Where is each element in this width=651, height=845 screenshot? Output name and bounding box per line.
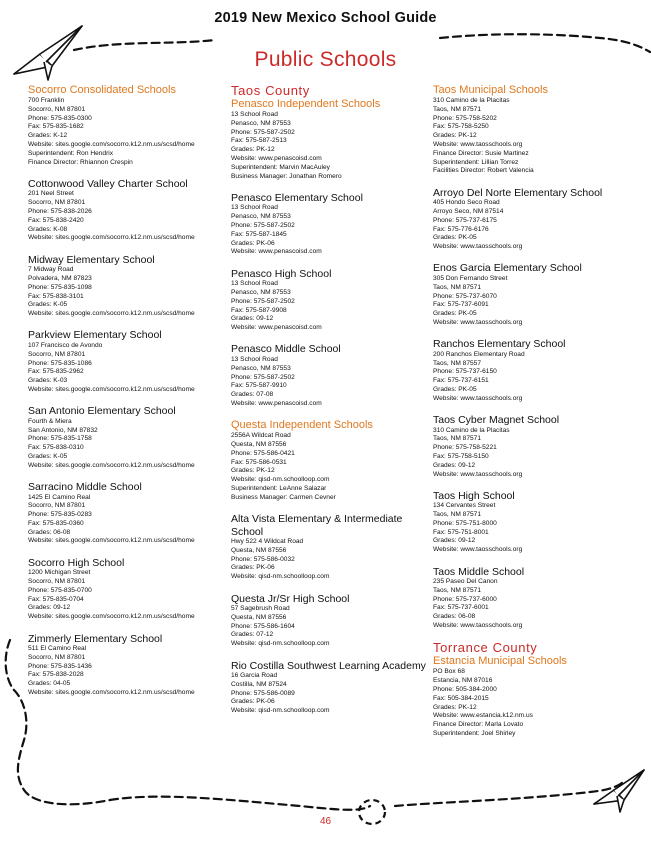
detail-line: Grades: 09-12	[28, 604, 71, 612]
detail-line: Socorro, NM 87801	[28, 578, 86, 586]
detail-line: 16 Garcia Road	[231, 672, 278, 680]
detail-line: Phone: 575-737-6175	[433, 216, 497, 224]
detail-line: Phone: 575-737-6070	[433, 292, 497, 300]
detail-line: Grades: PK-12	[433, 132, 477, 140]
detail-line: Website: www.taosschools.org	[433, 622, 523, 630]
district-name: Penasco Independent Schools	[231, 98, 381, 110]
directory-entry	[28, 178, 233, 243]
detail-line: Socorro, NM 87801	[28, 350, 86, 358]
detail-line: Phone: 575-587-2502	[231, 221, 295, 229]
detail-line: Grades: PK-06	[231, 239, 275, 247]
directory-entry	[231, 192, 436, 257]
detail-line: Fax: 575-838-3101	[28, 292, 84, 300]
detail-line: Phone: 575-835-0700	[28, 586, 92, 594]
detail-line: Superintendent: Lillian Torrez	[433, 158, 519, 166]
detail-line: Phone: 575-587-2502	[231, 373, 295, 381]
detail-line: Finance Director: Marla Lovato	[433, 721, 524, 729]
directory-entry	[433, 490, 638, 555]
county-heading: Torrance County	[433, 640, 538, 656]
directory-entry	[231, 84, 436, 181]
detail-line: Website: sites.google.com/socorro.k12.nm.us/scsd/home	[28, 461, 195, 469]
school-name: Enos Garcia Elementary School	[433, 262, 582, 275]
district-name: Taos Municipal Schools	[433, 84, 548, 96]
directory-entry	[28, 84, 233, 167]
directory-entry	[231, 593, 436, 649]
detail-line: Phone: 575-835-1086	[28, 359, 92, 367]
section-title: Public Schools	[254, 48, 397, 71]
detail-line: 107 Francisco de Avondo	[28, 341, 103, 349]
detail-line: Questa, NM 87556	[231, 613, 287, 621]
detail-line: Phone: 575-835-1098	[28, 283, 92, 291]
detail-line: Penasco, NM 87553	[231, 364, 291, 372]
detail-line: 305 Don Fernando Street	[433, 274, 508, 282]
detail-line: Taos, NM 87571	[433, 283, 482, 291]
directory-entry	[433, 187, 638, 252]
detail-line: Website: www.penascoisd.com	[231, 399, 322, 407]
detail-line: Phone: 575-737-6000	[433, 595, 497, 603]
directory-column-2	[231, 84, 436, 727]
detail-line: Fax: 575-587-9910	[231, 382, 287, 390]
directory-entry	[28, 329, 233, 394]
detail-line: 201 Neel Street	[28, 190, 74, 198]
detail-line: Fax: 575-737-6151	[433, 377, 489, 385]
county-heading: Taos County	[231, 83, 310, 98]
detail-line: 310 Camino de la Placitas	[433, 97, 510, 104]
detail-line: Phone: 575-586-0032	[231, 555, 295, 563]
detail-line: Website: www.estancia.k12.nm.us	[433, 712, 533, 720]
detail-line: Taos, NM 87571	[433, 435, 482, 443]
detail-line: Grades: PK-05	[433, 234, 477, 242]
detail-line: 1425 El Camino Real	[28, 493, 91, 501]
directory-entry	[231, 268, 436, 333]
detail-line: 310 Camino de la Placitas	[433, 426, 510, 434]
guide-title: 2019 New Mexico School Guide	[214, 10, 437, 26]
detail-line: 2556A Wildcat Road	[231, 432, 291, 440]
detail-line: Fax: 575-587-9908	[231, 306, 287, 314]
school-name: Penasco Middle School	[231, 343, 341, 356]
detail-line: Penasco, NM 87553	[231, 119, 291, 127]
detail-line: 13 School Road	[231, 111, 278, 118]
detail-line: Grades: K-05	[28, 452, 68, 460]
paper-plane-icon	[594, 770, 644, 812]
detail-line: Fax: 575-835-2962	[28, 368, 84, 376]
detail-line: Fourth & Miera	[28, 417, 72, 425]
detail-line: Grades: 09-12	[433, 461, 476, 469]
detail-line: Phone: 575-737-6150	[433, 368, 497, 376]
detail-line: Fax: 575-737-6001	[433, 604, 489, 612]
detail-line: Website: qisd-nm.schoolloop.com	[231, 707, 330, 715]
detail-line: 13 School Road	[231, 204, 278, 212]
district-name: Questa Independent Schools	[231, 419, 373, 432]
school-name: Alta Vista Elementary & Intermediate School	[231, 513, 403, 538]
detail-line: Phone: 575-758-5221	[433, 444, 497, 452]
directory-column-1	[28, 84, 233, 708]
detail-line: Website: sites.google.com/socorro.k12.nm.us/scsd/home	[28, 310, 195, 318]
detail-line: Socorro, NM 87801	[28, 105, 86, 113]
detail-line: Website: qisd-nm.schoolloop.com	[231, 640, 330, 648]
directory-entry	[231, 660, 436, 716]
directory-entry	[433, 414, 638, 479]
detail-line: Estancia, NM 87016	[433, 677, 493, 685]
detail-line: Grades: PK-05	[433, 385, 477, 393]
school-name: Socorro High School	[28, 556, 125, 569]
detail-line: Taos, NM 87571	[433, 586, 482, 594]
detail-line: Phone: 575-835-0283	[28, 511, 92, 519]
directory-column-3	[433, 84, 638, 749]
detail-line: 511 El Camino Real	[28, 645, 87, 653]
detail-line: Fax: 575-586-0531	[231, 458, 287, 466]
school-name: Cottonwood Valley Charter School	[28, 177, 188, 190]
detail-line: Grades: 06-08	[28, 528, 71, 536]
detail-line: 13 School Road	[231, 355, 278, 363]
detail-line: Grades: PK-06	[231, 564, 275, 572]
school-name: Midway Elementary School	[28, 253, 155, 266]
detail-line: Grades: 09-12	[231, 315, 274, 323]
school-name: Ranchos Elementary School	[433, 338, 566, 351]
detail-line: Website: www.penascoisd.com	[231, 248, 322, 256]
detail-line: Fax: 505-384-2015	[433, 694, 489, 702]
detail-line: Questa, NM 87556	[231, 441, 287, 449]
school-name: Taos Cyber Magnet School	[433, 414, 560, 427]
school-name: Penasco Elementary School	[231, 191, 363, 204]
directory-entry	[28, 633, 233, 698]
detail-line: Finance Director: Susie Martinez	[433, 149, 529, 157]
detail-line: Fax: 575-835-0704	[28, 595, 84, 603]
detail-line: Phone: 575-587-2502	[231, 297, 295, 305]
detail-line: Fax: 575-776-6176	[433, 225, 489, 233]
detail-line: Website: sites.google.com/socorro.k12.nm.us/scsd/home	[28, 234, 195, 242]
detail-line: Phone: 575-835-1758	[28, 435, 92, 443]
detail-line: Fax: 575-587-1845	[231, 230, 287, 238]
detail-line: Website: sites.google.com/socorro.k12.nm.us/scsd/home	[28, 689, 195, 697]
school-name: Taos Middle School	[433, 565, 525, 578]
directory-entry	[433, 566, 638, 631]
detail-line: Fax: 575-835-1682	[28, 123, 84, 131]
directory-entry	[231, 419, 436, 502]
detail-line: San Antonio, NM 87832	[28, 426, 98, 434]
detail-line: 200 Ranchos Elementary Road	[433, 350, 525, 358]
school-name: Penasco High School	[231, 267, 332, 280]
detail-line: Fax: 575-838-2028	[28, 671, 84, 679]
detail-line: Grades: K-08	[28, 225, 68, 233]
detail-line: Website: sites.google.com/socorro.k12.nm.us/scsd/home	[28, 140, 195, 148]
detail-line: Grades: 07-12	[231, 631, 274, 639]
detail-line: Grades: K-12	[28, 132, 68, 140]
detail-line: Fax: 575-835-0360	[28, 519, 84, 527]
detail-line: Business Manager: Jonathan Romero	[231, 172, 342, 180]
detail-line: Socorro, NM 87801	[28, 199, 86, 207]
detail-line: 700 Franklin	[28, 97, 65, 104]
detail-line: Finance Director: Rhiannon Crespin	[28, 158, 133, 166]
detail-line: Hwy 522 4 Wildcat Road	[231, 538, 304, 546]
detail-line: Arroyo Seco, NM 87514	[433, 207, 504, 215]
detail-line: Fax: 575-838-2420	[28, 216, 84, 224]
school-name: Sarracino Middle School	[28, 481, 142, 493]
detail-line: Fax: 575-838-0310	[28, 444, 84, 452]
detail-line: Penasco, NM 87553	[231, 288, 291, 296]
detail-line: Grades: PK-12	[231, 467, 275, 475]
school-name: Taos High School	[433, 489, 515, 502]
detail-line: Website: qisd-nm.schoolloop.com	[231, 573, 330, 581]
school-name: Zimmerly Elementary School	[28, 632, 163, 645]
detail-line: 13 School Road	[231, 280, 278, 288]
detail-line: Phone: 505-384-2000	[433, 685, 497, 693]
dashed-flight-path-bottom	[110, 780, 625, 810]
detail-line: Grades: 07-08	[231, 391, 274, 399]
detail-line: Phone: 575-835-1436	[28, 662, 92, 670]
detail-line: Website: sites.google.com/socorro.k12.nm.us/scsd/home	[28, 537, 195, 545]
detail-line: Costilla, NM 87524	[231, 680, 287, 688]
detail-line: 57 Sagebrush Road	[231, 605, 290, 613]
detail-line: Grades: PK-12	[231, 146, 275, 154]
detail-line: Grades: K-05	[28, 301, 68, 309]
school-name: Arroyo Del Norte Elementary School	[433, 186, 603, 199]
directory-entry	[433, 338, 638, 403]
detail-line: Taos, NM 87557	[433, 359, 482, 367]
detail-line: Business Manager: Carmen Cevner	[231, 493, 336, 501]
detail-line: Grades: PK-05	[433, 310, 477, 318]
detail-line: Penasco, NM 87553	[231, 213, 291, 221]
detail-line: Phone: 575-587-2502	[231, 128, 295, 136]
directory-entry	[433, 641, 638, 738]
detail-line: Grades: PK-12	[433, 703, 477, 711]
district-name: Socorro Consolidated Schools	[28, 84, 176, 96]
detail-line: Fax: 575-587-2513	[231, 137, 287, 145]
detail-line: Website: www.taosschools.org	[433, 243, 523, 251]
detail-line: Grades: 04-05	[28, 680, 71, 688]
detail-line: Questa, NM 87556	[231, 546, 287, 554]
detail-line: Website: www.penascoisd.com	[231, 324, 322, 332]
detail-line: 405 Hondo Seco Road	[433, 199, 500, 207]
detail-line: Polvadera, NM 87823	[28, 274, 92, 282]
detail-line: Taos, NM 87571	[433, 105, 482, 113]
detail-line: 7 Midway Road	[28, 266, 74, 274]
directory-entry	[231, 513, 436, 582]
detail-line: Phone: 575-586-1604	[231, 622, 295, 630]
detail-line: Fax: 575-737-6091	[433, 301, 489, 309]
detail-line: Grades: PK-06	[231, 698, 275, 706]
directory-entry	[231, 343, 436, 408]
detail-line: Superintendent: LeAnne Salazar	[231, 485, 327, 492]
detail-line: Superintendent: Marvin MacAuley	[231, 163, 330, 171]
district-name: Estancia Municipal Schools	[433, 655, 567, 668]
school-name: San Antonio Elementary School	[28, 405, 176, 418]
detail-line: Website: sites.google.com/socorro.k12.nm.us/scsd/home	[28, 385, 195, 393]
page-number: 46	[319, 816, 332, 827]
detail-line: Website: www.taosschools.org	[433, 470, 523, 478]
directory-entry	[28, 481, 233, 546]
detail-line: Website: sites.google.com/socorro.k12.nm.us/scsd/home	[28, 613, 195, 621]
directory-entry	[28, 557, 233, 622]
detail-line: Website: www.penascoisd.com	[231, 154, 322, 162]
school-name: Questa Jr/Sr High School	[231, 592, 350, 605]
detail-line: Grades: 06-08	[433, 613, 476, 621]
detail-line: Taos, NM 87571	[433, 511, 482, 519]
detail-line: Fax: 575-758-5250	[433, 123, 489, 131]
detail-line: Fax: 575-758-5150	[433, 452, 489, 460]
detail-line: Phone: 575-586-0089	[231, 689, 295, 697]
directory-entry	[28, 254, 233, 319]
school-name: Parkview Elementary School	[28, 329, 162, 342]
detail-line: Grades: K-03	[28, 377, 68, 385]
detail-line: 1200 Michigan Street	[28, 569, 91, 577]
detail-line: Superintendent: Joel Shirley	[433, 729, 516, 737]
detail-line: Website: www.taosschools.org	[433, 546, 523, 554]
detail-line: Website: www.taosschools.org	[433, 394, 523, 402]
detail-line: Website: www.taosschools.org	[433, 140, 523, 148]
detail-line: 134 Cervantes Street	[433, 502, 496, 510]
directory-entry	[28, 405, 233, 470]
detail-line: Phone: 575-758-5202	[433, 114, 497, 122]
detail-line: Phone: 575-751-8000	[433, 519, 497, 527]
detail-line: Grades: 09-12	[433, 537, 476, 545]
detail-line: Phone: 575-835-0300	[28, 114, 92, 122]
school-name: Rio Costilla Southwest Learning Academy	[231, 659, 426, 672]
detail-line: Facilities Director: Robert Valencia	[433, 167, 534, 175]
detail-line: Socorro, NM 87801	[28, 502, 86, 510]
detail-line: Phone: 575-838-2026	[28, 207, 92, 215]
detail-line: Socorro, NM 87801	[28, 653, 86, 661]
detail-line: Phone: 575-586-0421	[231, 449, 295, 457]
directory-entry	[433, 84, 638, 176]
directory-entry	[433, 262, 638, 327]
detail-line: Fax: 575-751-8001	[433, 528, 489, 536]
detail-line: Superintendent: Ron Hendrix	[28, 149, 114, 157]
detail-line: Website: qisd-nm.schoolloop.com	[231, 476, 330, 484]
detail-line: Website: www.taosschools.org	[433, 318, 523, 326]
detail-line: PO Box 68	[433, 668, 465, 676]
detail-line: 235 Paseo Del Canon	[433, 578, 498, 586]
